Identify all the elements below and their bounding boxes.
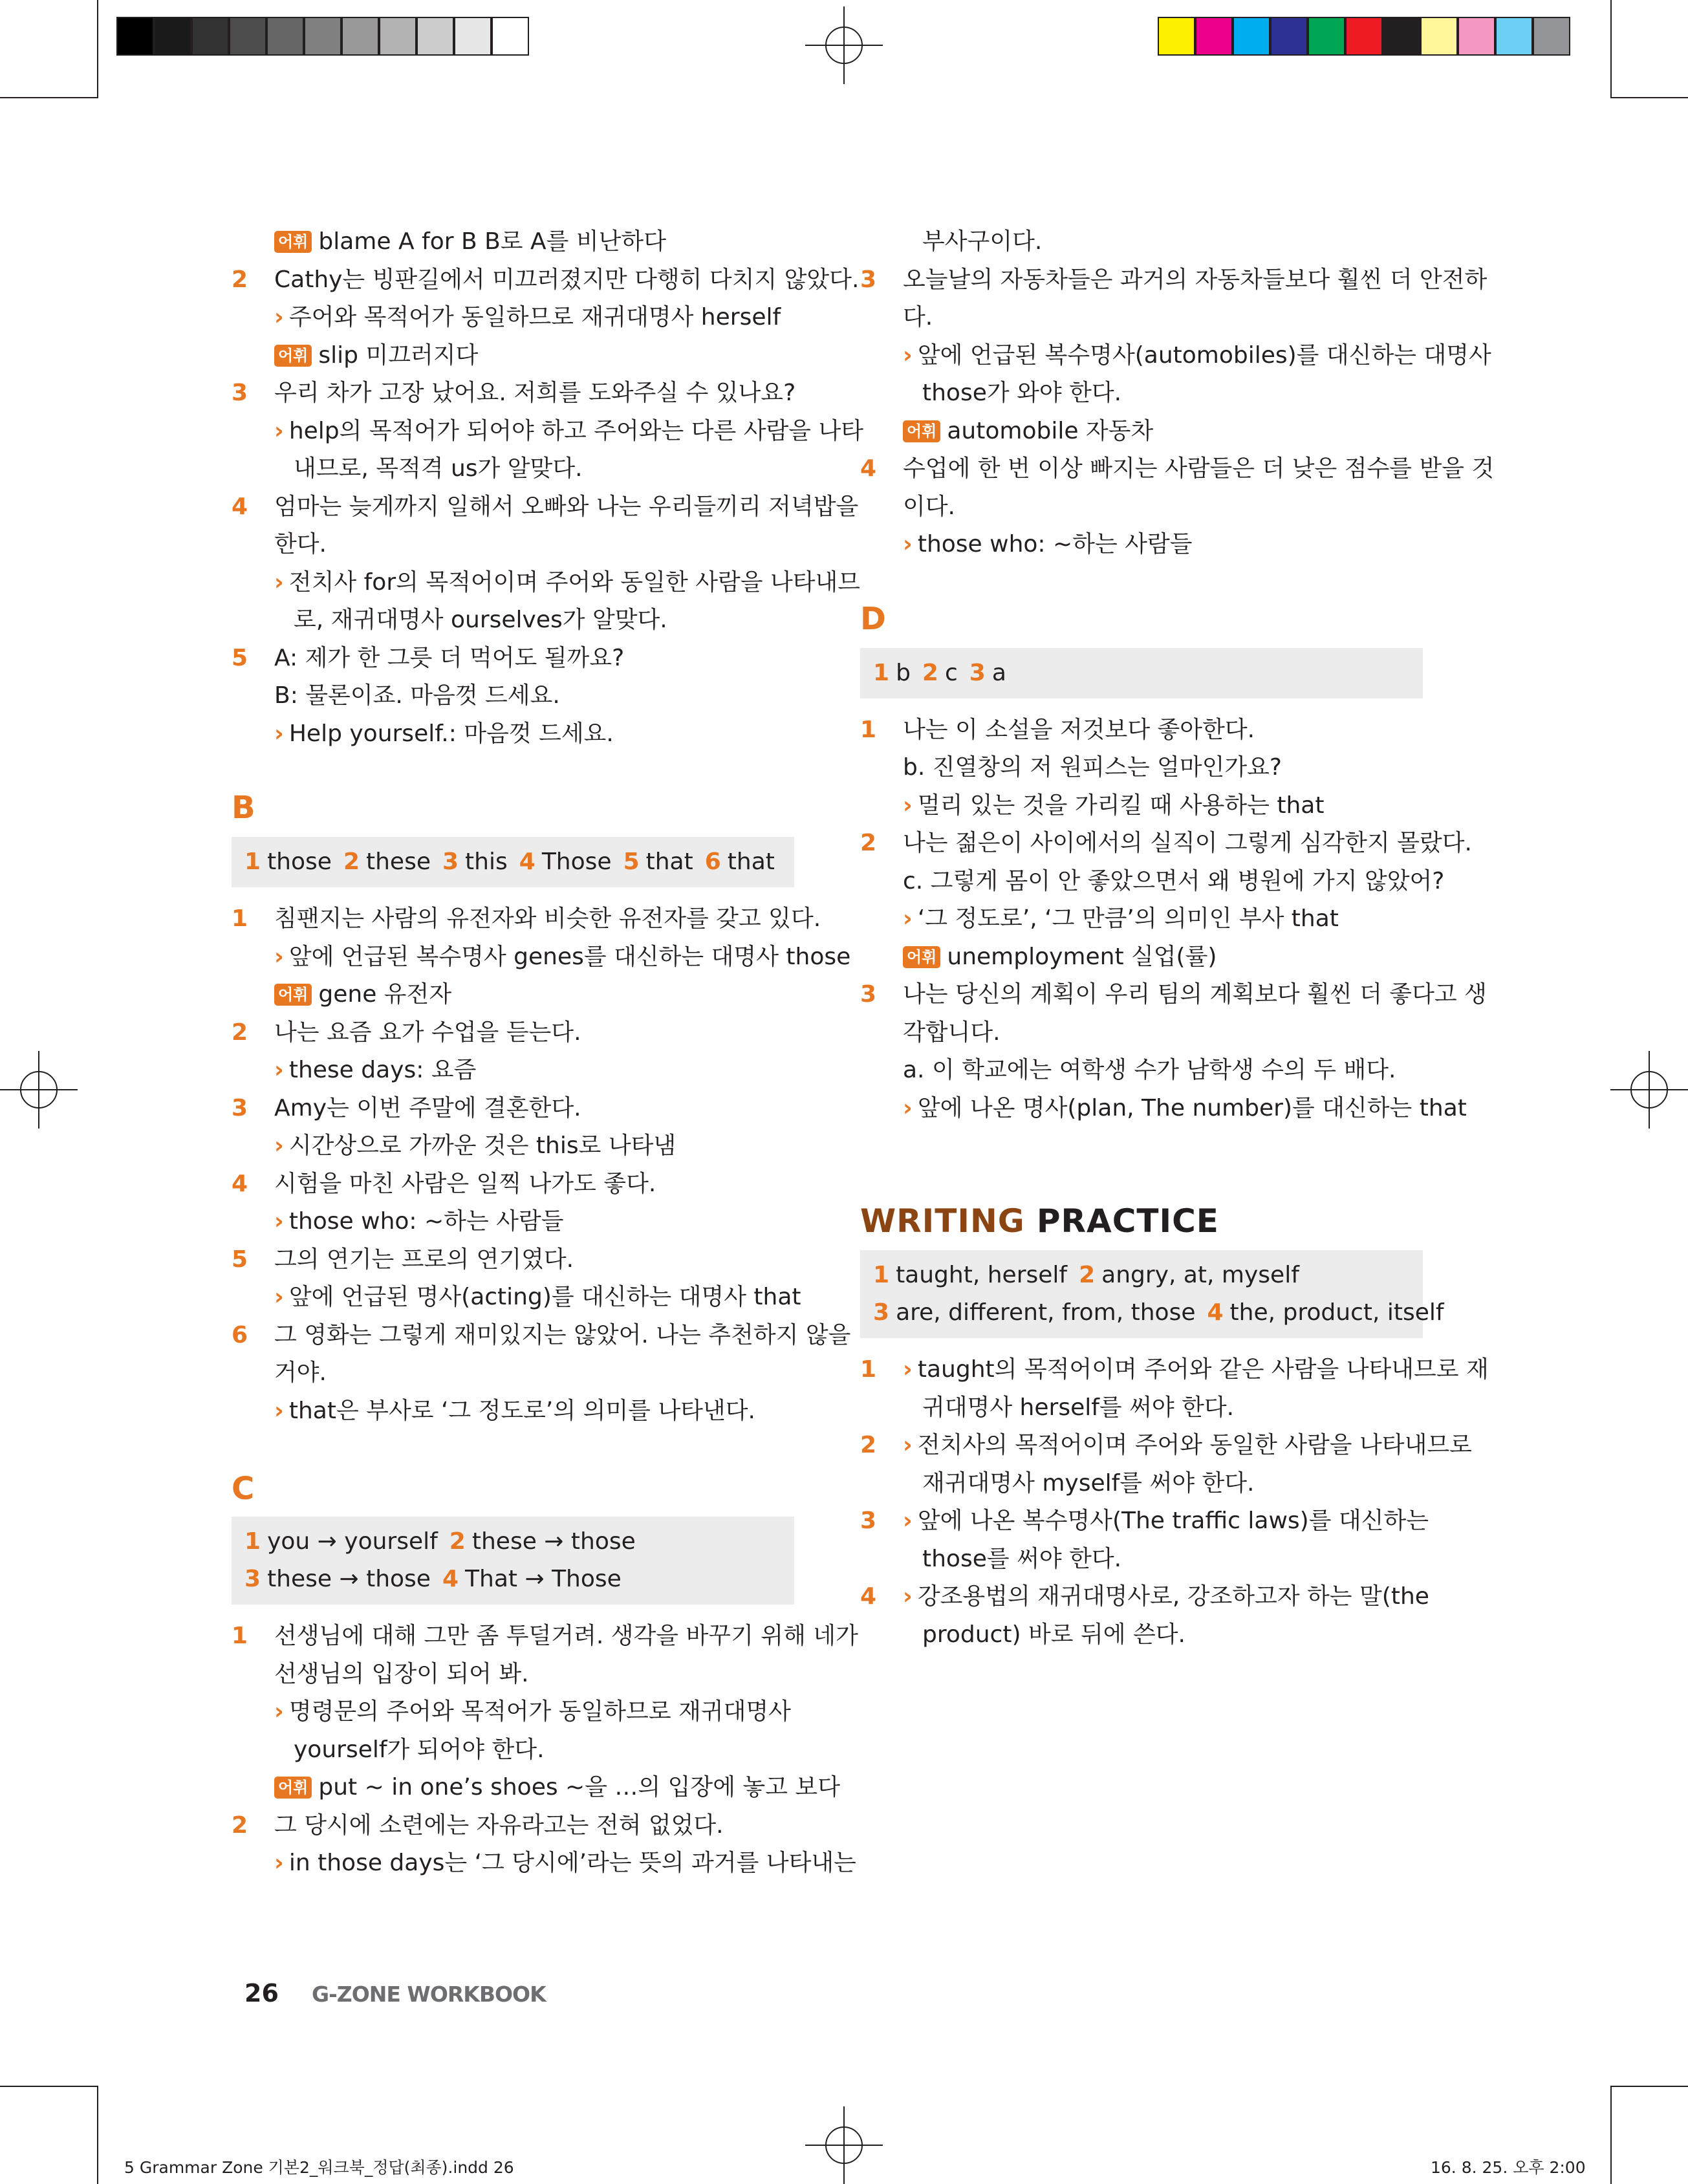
text-line <box>860 223 1423 261</box>
text-line <box>860 787 1423 825</box>
item-number: 1 <box>232 1623 248 1649</box>
text-line <box>232 1014 794 1052</box>
slug-date: 16. 8. 25. 오후 2:00 <box>1431 2158 1586 2177</box>
line-text: automobile 자동차 <box>947 417 1154 444</box>
text-line <box>232 1241 794 1279</box>
text-line <box>232 488 859 526</box>
gray-swatch <box>116 17 154 56</box>
text-line <box>232 976 794 1014</box>
crop-mark <box>1610 0 1612 98</box>
item-number: 1 <box>860 1356 877 1383</box>
text-line <box>232 1617 858 1656</box>
item-number: 5 <box>232 1246 248 1273</box>
arrow-icon: › <box>903 341 913 369</box>
line-text: 각합니다. <box>903 1019 1001 1046</box>
item-number: 4 <box>232 493 248 520</box>
gray-swatch <box>154 17 191 56</box>
registration-mark-right <box>1610 1051 1688 1129</box>
gray-swatch <box>229 17 266 56</box>
line-text: 재귀대명사 myself를 써야 한다. <box>922 1469 1255 1497</box>
text-line <box>232 1354 794 1392</box>
writing-practice-explanations <box>860 1351 1489 1654</box>
text-line <box>232 1127 794 1165</box>
text-line <box>232 261 860 299</box>
arrow-icon: › <box>903 1094 913 1121</box>
section-c-explanations <box>232 1617 858 1883</box>
item-number: 2 <box>232 266 248 293</box>
text-line <box>860 1351 1489 1389</box>
color-swatch <box>1270 17 1308 56</box>
answer-number: 1 <box>873 659 890 686</box>
registration-mark-left <box>0 1051 78 1129</box>
line-text: 전치사 for의 목적어이며 주어와 동일한 사람을 나타내므 <box>288 568 861 596</box>
section-b-heading: B <box>232 790 255 826</box>
item-number: 6 <box>232 1321 248 1348</box>
answer-number: 6 <box>704 849 721 875</box>
gray-swatch <box>492 17 529 56</box>
line-text: that은 부사로 ‘그 정도로’의 의미를 나타낸다. <box>288 1397 755 1424</box>
answer-row <box>873 1257 1410 1294</box>
answer-number: 4 <box>1207 1299 1224 1326</box>
line-text: those who: ~하는 사람들 <box>288 1208 564 1235</box>
text-line <box>232 1656 794 1694</box>
item-number: 3 <box>232 380 248 406</box>
text-line <box>860 299 1423 337</box>
item-number: 5 <box>232 644 248 671</box>
text-line <box>232 223 794 261</box>
section-d-explanations <box>860 711 1487 1128</box>
answer-value: are, different, from, those <box>896 1299 1196 1326</box>
answer-value: these <box>366 849 431 875</box>
line-text: 엄마는 늦게까지 일해서 오빠와 나는 우리들끼리 저녁밥을 <box>274 493 859 520</box>
answer-number: 3 <box>873 1299 890 1326</box>
vocab-badge: 어휘 <box>274 231 312 253</box>
text-line <box>232 1203 794 1241</box>
answer-value: the, product, itself <box>1229 1299 1444 1326</box>
crop-mark <box>0 97 98 98</box>
line-text: blame A for B B로 A를 비난하다 <box>318 228 666 255</box>
text-line <box>232 1279 801 1317</box>
answer-value: that <box>727 849 775 875</box>
answer-row <box>873 1294 1444 1332</box>
gray-swatch <box>379 17 417 56</box>
text-line <box>860 1502 1429 1541</box>
text-line <box>860 450 1495 488</box>
line-text: 강조용법의 재귀대명사로, 강조하고자 하는 말(the <box>917 1583 1429 1610</box>
text-line <box>232 640 794 678</box>
item-number: 3 <box>232 1094 248 1121</box>
arrow-icon: › <box>274 1698 284 1725</box>
text-line <box>860 526 1423 564</box>
line-text: c. 그렇게 몸이 안 좋았으면서 왜 병원에 가지 않았어? <box>903 867 1445 894</box>
vocab-badge: 어휘 <box>903 946 940 968</box>
line-text: 그의 연기는 프로의 연기였다. <box>274 1246 574 1273</box>
line-text: 주어와 목적어가 동일하므로 재귀대명사 herself <box>288 304 781 330</box>
text-line <box>232 715 794 753</box>
arrow-icon: › <box>274 1850 284 1876</box>
registration-mark-top <box>805 6 883 84</box>
line-text: b. 진열창의 저 원피스는 얼마인가요? <box>903 754 1282 781</box>
arrow-icon: › <box>274 720 284 747</box>
text-line <box>860 1541 1423 1579</box>
left-column <box>232 223 864 1883</box>
item-number: 4 <box>860 455 877 482</box>
text-line <box>232 601 794 640</box>
crop-mark <box>0 2086 98 2087</box>
color-swatch <box>1495 17 1533 56</box>
color-swatch <box>1308 17 1345 56</box>
section-c-answer-box <box>232 1517 794 1605</box>
color-swatch <box>1533 17 1570 56</box>
vocab-badge: 어휘 <box>274 1777 312 1799</box>
text-line <box>232 1052 794 1090</box>
text-line <box>232 1693 794 1731</box>
color-swatch <box>1345 17 1383 56</box>
line-text: ‘그 정도로’, ‘그 만큼’의 의미인 부사 that <box>917 905 1339 932</box>
line-text: 귀대명사 herself를 써야 한다. <box>922 1394 1235 1421</box>
line-text: those who: ~하는 사람들 <box>917 531 1193 557</box>
text-line <box>860 1578 1429 1616</box>
answer-value: these → those <box>267 1566 431 1592</box>
crop-mark <box>1610 97 1688 98</box>
arrow-icon: › <box>903 905 913 932</box>
line-text: 그 당시에 소련에는 자유라고는 전혀 없었다. <box>274 1811 724 1839</box>
line-text: 앞에 언급된 복수명사(automobiles)를 대신하는 대명사 <box>917 341 1491 369</box>
color-swatch <box>1233 17 1270 56</box>
answer-value: Those <box>541 849 612 875</box>
text-line <box>232 374 794 413</box>
item-number: 2 <box>860 1432 877 1458</box>
item-number: 3 <box>860 981 877 1008</box>
line-text: 부사구이다. <box>922 228 1043 255</box>
line-text: A: 제가 한 그릇 더 먹어도 될까요? <box>274 644 625 671</box>
arrow-icon: › <box>903 1508 913 1534</box>
item-number: 2 <box>860 830 877 856</box>
text-line <box>232 1317 851 1355</box>
arrow-icon: › <box>274 1397 284 1424</box>
text-line <box>860 900 1423 938</box>
slug-file-name: 5 Grammar Zone 기본2_워크북_정답(최종).indd 26 <box>124 2158 514 2177</box>
item-number: 2 <box>232 1811 248 1839</box>
arrow-icon: › <box>274 304 284 330</box>
text-line <box>860 413 1423 451</box>
answer-number: 2 <box>922 659 938 686</box>
text-line <box>860 863 1445 901</box>
text-line <box>860 938 1423 977</box>
line-text: 앞에 나온 복수명사(The traffic laws)를 대신하는 <box>917 1508 1429 1534</box>
text-line <box>232 1392 794 1431</box>
line-text: 한다. <box>274 531 327 557</box>
section-b-answer-box <box>232 837 794 887</box>
text-line <box>232 1165 794 1204</box>
section-c-continued <box>860 223 1495 564</box>
arrow-icon: › <box>274 568 284 596</box>
text-line <box>860 711 1423 750</box>
writing-practice-title-1: WRITING <box>860 1202 1025 1240</box>
section-c-heading: C <box>232 1471 255 1507</box>
arrow-icon: › <box>903 792 913 819</box>
vocab-badge: 어휘 <box>903 420 940 442</box>
item-number: 1 <box>232 905 248 932</box>
item-number: 3 <box>860 266 877 293</box>
text-line <box>860 488 1423 526</box>
answer-number: 2 <box>1079 1262 1096 1288</box>
line-text: 명령문의 주어와 목적어가 동일하므로 재귀대명사 <box>288 1698 791 1725</box>
color-swatch <box>1420 17 1458 56</box>
gray-swatch <box>304 17 341 56</box>
vocab-badge: 어휘 <box>274 345 312 367</box>
answer-value: taught, herself <box>896 1262 1068 1288</box>
color-swatch <box>1383 17 1420 56</box>
answer-value: That → Those <box>465 1566 622 1592</box>
text-line <box>860 1427 1472 1465</box>
line-text: 내므로, 목적격 us가 알맞다. <box>294 455 583 482</box>
line-text: Cathy는 빙판길에서 미끄러졌지만 다행히 다치지 않았다. <box>274 266 860 293</box>
line-text: 수업에 한 번 이상 빠지는 사람들은 더 낮은 점수를 받을 것 <box>903 455 1495 482</box>
crop-mark <box>1610 2086 1612 2184</box>
text-line <box>232 1731 794 1769</box>
line-text: 나는 요즘 요가 수업을 듣는다. <box>274 1019 581 1046</box>
line-text: 앞에 언급된 복수명사 genes를 대신하는 대명사 those <box>288 943 851 970</box>
text-line <box>860 825 1472 863</box>
writing-practice-answer-box <box>860 1250 1444 1338</box>
text-line <box>232 1844 856 1883</box>
line-text: 우리 차가 고장 났어요. 저희를 도와주실 수 있나요? <box>274 380 796 406</box>
line-text: 로, 재귀대명사 ourselves가 알맞다. <box>294 607 667 633</box>
item-number: 4 <box>232 1170 248 1197</box>
registration-mark-bottom <box>805 2106 883 2184</box>
line-text: put ~ in one’s shoes ~을 …의 입장에 놓고 보다 <box>318 1774 840 1800</box>
item-number: 1 <box>860 716 877 743</box>
text-line <box>860 374 1423 413</box>
line-text: 시간상으로 가까운 것은 this로 나타냄 <box>288 1132 676 1159</box>
line-text: 오늘날의 자동차들은 과거의 자동차들보다 훨씬 더 안전하 <box>903 266 1488 293</box>
gray-swatch <box>454 17 492 56</box>
line-text: 그 영화는 그렇게 재미있지는 않았어. 나는 추천하지 않을 <box>274 1321 851 1348</box>
item-number: 2 <box>232 1019 248 1046</box>
text-line <box>860 337 1491 375</box>
arrow-icon: › <box>274 1057 284 1083</box>
text-line <box>860 261 1488 299</box>
arrow-icon: › <box>274 943 284 970</box>
answer-number: 3 <box>969 659 986 686</box>
text-line <box>232 413 864 451</box>
text-line <box>232 450 794 488</box>
line-text: those를 써야 한다. <box>922 1545 1122 1572</box>
crop-mark <box>97 2086 98 2184</box>
gray-swatch <box>417 17 454 56</box>
text-line <box>860 1465 1423 1503</box>
line-text: 앞에 언급된 명사(acting)를 대신하는 대명사 that <box>288 1284 801 1310</box>
line-text: slip 미끄러지다 <box>318 341 479 369</box>
answer-value: angry, at, myself <box>1101 1262 1299 1288</box>
line-text: these days: 요즘 <box>288 1057 477 1083</box>
line-text: 선생님의 입장이 되어 봐. <box>274 1660 529 1687</box>
writing-practice-heading <box>860 1198 1423 1244</box>
arrow-icon: › <box>274 1132 284 1159</box>
gray-swatch <box>266 17 304 56</box>
line-text: 나는 당신의 계획이 우리 팀의 계획보다 훨씬 더 좋다고 생 <box>903 981 1487 1008</box>
arrow-icon: › <box>903 531 913 557</box>
text-line <box>232 900 821 938</box>
arrow-icon: › <box>903 1583 913 1610</box>
line-text: 나는 이 소설을 저것보다 좋아한다. <box>903 716 1255 743</box>
answer-value: a <box>991 659 1006 686</box>
line-text: 침팬지는 사람의 유전자와 비슷한 유전자를 갖고 있다. <box>274 905 821 932</box>
answer-number: 1 <box>873 1262 890 1288</box>
section-a-continued <box>232 223 864 753</box>
arrow-icon: › <box>903 1356 913 1383</box>
text-line <box>860 749 1423 787</box>
color-swatch <box>1195 17 1233 56</box>
text-line <box>232 938 851 977</box>
gray-swatch <box>191 17 229 56</box>
line-text: help의 목적어가 되어야 하고 주어와는 다른 사람을 나타 <box>288 417 864 444</box>
section-d-heading: D <box>860 600 886 637</box>
right-column <box>860 223 1495 1654</box>
answer-row <box>244 1523 781 1561</box>
arrow-icon: › <box>274 417 284 444</box>
crop-mark <box>1610 2086 1688 2087</box>
text-line <box>860 1389 1423 1427</box>
line-text: 나는 젊은이 사이에서의 실직이 그렇게 심각한지 몰랐다. <box>903 830 1472 856</box>
answer-number: 3 <box>244 1566 261 1592</box>
line-text: 시험을 마친 사람은 일찍 나가도 좋다. <box>274 1170 656 1197</box>
answer-number: 4 <box>519 849 536 875</box>
answer-value: b <box>896 659 911 686</box>
line-text: Amy는 이번 주말에 결혼한다. <box>274 1094 581 1121</box>
color-swatch <box>1458 17 1495 56</box>
line-text: 전치사의 목적어이며 주어와 동일한 사람을 나타내므로 <box>917 1432 1472 1458</box>
footer-book-title: G-ZONE WORKBOOK <box>312 1982 546 2007</box>
line-text: those가 와야 한다. <box>922 380 1122 406</box>
arrow-icon: › <box>274 1284 284 1310</box>
line-text: 선생님에 대해 그만 좀 투덜거려. 생각을 바꾸기 위해 네가 <box>274 1623 858 1649</box>
answer-number: 1 <box>244 849 261 875</box>
arrow-icon: › <box>274 1208 284 1235</box>
answer-value: these → those <box>471 1528 636 1555</box>
text-line <box>860 1014 1423 1052</box>
line-text: 거야. <box>274 1359 327 1386</box>
text-line <box>232 677 794 715</box>
vocab-badge: 어휘 <box>274 984 312 1006</box>
line-text: in those days는 ‘그 당시에’라는 뜻의 과거를 나타내는 <box>288 1850 856 1876</box>
page-number: 26 <box>244 1979 279 2007</box>
gray-swatch <box>341 17 379 56</box>
line-text: 이다. <box>903 493 955 520</box>
answer-number: 4 <box>442 1566 459 1592</box>
item-number: 4 <box>860 1583 877 1610</box>
answer-value: you → yourself <box>267 1528 438 1555</box>
text-line <box>232 564 861 602</box>
text-line <box>232 1769 840 1807</box>
answer-number: 1 <box>244 1528 261 1555</box>
answer-value: that <box>645 849 693 875</box>
crop-mark <box>97 0 98 98</box>
section-b-explanations <box>232 900 851 1430</box>
line-text: product) 바로 뒤에 쓴다. <box>922 1621 1185 1648</box>
text-line <box>860 976 1487 1014</box>
text-line <box>860 1616 1423 1654</box>
text-line <box>232 299 794 337</box>
answer-number: 2 <box>449 1528 466 1555</box>
answer-number: 5 <box>623 849 640 875</box>
text-line <box>860 1090 1467 1128</box>
text-line <box>860 1052 1423 1090</box>
text-line <box>232 526 794 564</box>
line-text: taught의 목적어이며 주어와 같은 사람을 나타내므로 재 <box>917 1356 1489 1383</box>
color-swatch <box>1158 17 1195 56</box>
text-line <box>232 1090 794 1128</box>
writing-practice-title-2: PRACTICE <box>1036 1202 1219 1240</box>
line-text: yourself가 되어야 한다. <box>294 1736 545 1763</box>
line-text: 다. <box>903 304 933 330</box>
answer-row <box>244 1561 781 1598</box>
line-text: gene 유전자 <box>318 981 452 1008</box>
line-text: unemployment 실업(률) <box>947 943 1217 970</box>
text-line <box>232 337 794 375</box>
line-text: a. 이 학교에는 여학생 수가 남학생 수의 두 배다. <box>903 1057 1396 1083</box>
line-text: Help yourself.: 마음껏 드세요. <box>288 720 614 747</box>
answer-value: this <box>465 849 508 875</box>
answer-number: 2 <box>343 849 360 875</box>
text-line <box>232 1807 794 1845</box>
answer-number: 3 <box>442 849 459 875</box>
line-text: 앞에 나온 명사(plan, The number)를 대신하는 that <box>917 1094 1467 1121</box>
answer-value: c <box>944 659 958 686</box>
line-text: 멀리 있는 것을 가리킬 때 사용하는 that <box>917 792 1325 819</box>
item-number: 3 <box>860 1508 877 1534</box>
line-text: B: 물론이죠. 마음껏 드세요. <box>274 682 560 709</box>
arrow-icon: › <box>903 1432 913 1458</box>
answer-value: those <box>267 849 332 875</box>
section-d-answer-box <box>860 648 1423 698</box>
